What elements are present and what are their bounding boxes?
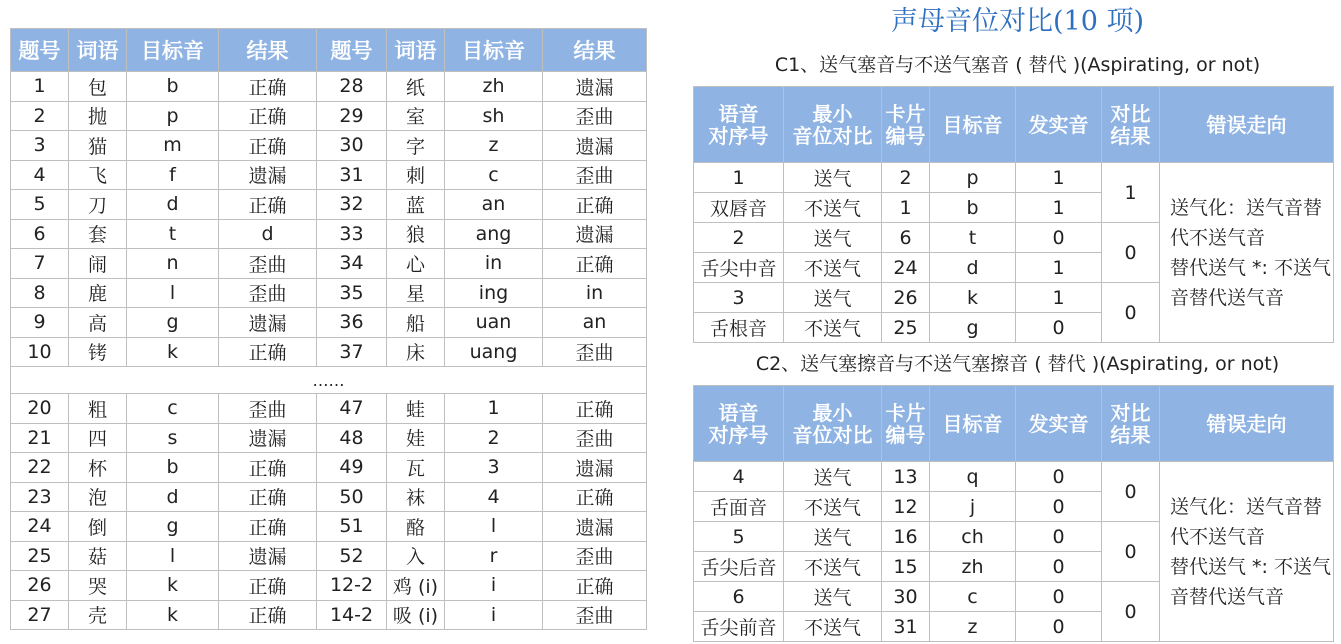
table-cell: 29 — [317, 101, 387, 131]
table-cell: 15 — [882, 552, 930, 582]
table-cell: 歪曲 — [219, 278, 317, 308]
col-header: 语音 对序号 — [694, 386, 784, 462]
table-cell: 8 — [11, 278, 69, 308]
c2-title: C2、送气塞擦音与不送气塞擦音 ( 替代 )(Aspirating, or not) — [755, 353, 1280, 375]
table-cell: in — [445, 249, 543, 279]
col-header: 结果 — [219, 29, 317, 72]
table-cell: 2 — [11, 101, 69, 131]
table-cell: 正确 — [543, 482, 647, 512]
left-results-table — [10, 28, 647, 630]
table-cell: 高 — [69, 308, 127, 338]
error-direction-note: 送气化：送气音替代不送气音 替代送气 *: 不送气音替代送气音 — [1160, 462, 1334, 642]
table-cell: 送气 — [784, 283, 882, 313]
table-cell: 套 — [69, 219, 127, 249]
table-cell: uan — [445, 308, 543, 338]
c1-header-row — [694, 87, 1334, 163]
table-cell: 47 — [317, 394, 387, 424]
table-cell: 舌尖中音 — [694, 253, 784, 283]
table-cell: k — [127, 571, 219, 601]
table-cell: 正确 — [219, 571, 317, 601]
table-cell: 0 — [1016, 612, 1102, 642]
table-cell: 9 — [11, 308, 69, 338]
table-cell: 歪曲 — [543, 160, 647, 190]
table-row — [11, 190, 647, 220]
table-cell: 20 — [11, 394, 69, 424]
table-cell: 送气 — [784, 522, 882, 552]
col-header: 发实音 — [1016, 87, 1102, 163]
table-cell: 刀 — [69, 190, 127, 220]
col-header: 目标音 — [930, 87, 1016, 163]
table-cell: 正确 — [219, 512, 317, 542]
table-cell: 22 — [11, 453, 69, 483]
table-cell: 37 — [317, 337, 387, 367]
table-cell: 抛 — [69, 101, 127, 131]
table-cell: 正确 — [543, 571, 647, 601]
table-cell: 双唇音 — [694, 193, 784, 223]
table-cell: 10 — [11, 337, 69, 367]
table-cell: an — [543, 308, 647, 338]
table-cell: 4 — [11, 160, 69, 190]
table-cell: 不送气 — [784, 193, 882, 223]
table-row — [11, 72, 647, 102]
col-header: 题号 — [317, 29, 387, 72]
table-cell: uang — [445, 337, 543, 367]
table-cell: 鹿 — [69, 278, 127, 308]
col-header: 卡片 编号 — [882, 386, 930, 462]
table-row — [11, 394, 647, 424]
table-cell: 2 — [445, 423, 543, 453]
col-header: 错误走向 — [1160, 386, 1334, 462]
c1-table — [693, 86, 1334, 343]
table-cell: 狼 — [387, 219, 445, 249]
table-cell: 正确 — [219, 131, 317, 161]
contrast-result: 1 — [1102, 163, 1160, 223]
table-cell: c — [930, 582, 1016, 612]
table-cell: 0 — [1016, 223, 1102, 253]
table-cell: 5 — [11, 190, 69, 220]
table-cell: 31 — [882, 612, 930, 642]
error-direction-note: 送气化：送气音替代不送气音 替代送气 *: 不送气音替代送气音 — [1160, 163, 1334, 343]
table-cell: 正确 — [543, 394, 647, 424]
col-header: 最小 音位对比 — [784, 87, 882, 163]
table-cell: 歪曲 — [219, 394, 317, 424]
table-cell: 歪曲 — [543, 541, 647, 571]
table-cell: 0 — [1016, 462, 1102, 492]
table-cell: ch — [930, 522, 1016, 552]
table-cell: 不送气 — [784, 552, 882, 582]
table-cell: 25 — [882, 313, 930, 343]
col-header: 发实音 — [1016, 386, 1102, 462]
ellipsis: …… — [11, 367, 647, 394]
table-cell: 31 — [317, 160, 387, 190]
table-cell: sh — [445, 101, 543, 131]
table-row — [11, 160, 647, 190]
table-cell: p — [127, 101, 219, 131]
table-cell: 4 — [694, 462, 784, 492]
table-cell: 1 — [1016, 283, 1102, 313]
table-cell: 32 — [317, 190, 387, 220]
table-cell: 1 — [1016, 193, 1102, 223]
table-cell: c — [127, 394, 219, 424]
table-cell: 包 — [69, 72, 127, 102]
c1-title: C1、送气塞音与不送气塞音 ( 替代 )(Aspirating, or not) — [774, 54, 1261, 76]
table-cell: 船 — [387, 308, 445, 338]
table-cell: 不送气 — [784, 313, 882, 343]
table-cell: 0 — [1016, 522, 1102, 552]
table-cell: 不送气 — [784, 492, 882, 522]
table-cell: 13 — [882, 462, 930, 492]
table-cell: 28 — [317, 72, 387, 102]
table-cell: 25 — [11, 541, 69, 571]
table-cell: 正确 — [219, 600, 317, 630]
table-row — [11, 219, 647, 249]
table-row — [11, 249, 647, 279]
table-cell: 12 — [882, 492, 930, 522]
table-row — [11, 101, 647, 131]
table-cell: 送气 — [784, 582, 882, 612]
table-cell: 1 — [445, 394, 543, 424]
table-cell: 飞 — [69, 160, 127, 190]
table-cell: t — [930, 223, 1016, 253]
table-cell: an — [445, 190, 543, 220]
table-cell: 12-2 — [317, 571, 387, 601]
contrast-result: 0 — [1102, 283, 1160, 343]
table-cell: 娃 — [387, 423, 445, 453]
table-cell: 4 — [445, 482, 543, 512]
table-cell: 3 — [694, 283, 784, 313]
left-header-row — [11, 29, 647, 72]
table-cell: 7 — [11, 249, 69, 279]
table-cell: b — [127, 453, 219, 483]
table-cell: 瓦 — [387, 453, 445, 483]
table-cell: i — [445, 600, 543, 630]
col-header: 词语 — [387, 29, 445, 72]
table-cell: 36 — [317, 308, 387, 338]
table-cell: 6 — [694, 582, 784, 612]
table-cell: 粗 — [69, 394, 127, 424]
table-row — [11, 541, 647, 571]
table-cell: 49 — [317, 453, 387, 483]
table-cell: 30 — [317, 131, 387, 161]
col-header: 目标音 — [127, 29, 219, 72]
table-cell: d — [219, 219, 317, 249]
table-cell: k — [127, 600, 219, 630]
table-cell: k — [127, 337, 219, 367]
ellipsis-row — [11, 367, 647, 394]
col-header: 词语 — [69, 29, 127, 72]
table-cell: f — [127, 160, 219, 190]
contrast-result: 0 — [1102, 223, 1160, 283]
col-header: 对比 结果 — [1102, 87, 1160, 163]
table-cell: 送气 — [784, 163, 882, 193]
table-cell: 歪曲 — [543, 101, 647, 131]
c2-table — [693, 385, 1334, 642]
table-cell: g — [127, 308, 219, 338]
table-cell: 送气 — [784, 223, 882, 253]
table-cell: r — [445, 541, 543, 571]
table-cell: 33 — [317, 219, 387, 249]
table-cell: 0 — [1016, 552, 1102, 582]
table-cell: 歪曲 — [219, 249, 317, 279]
table-cell: 1 — [882, 193, 930, 223]
table-cell: 26 — [882, 283, 930, 313]
table-cell: 2 — [882, 163, 930, 193]
table-cell: 正确 — [543, 249, 647, 279]
col-header: 最小 音位对比 — [784, 386, 882, 462]
table-cell: 哭 — [69, 571, 127, 601]
table-cell: k — [930, 283, 1016, 313]
table-cell: 1 — [11, 72, 69, 102]
table-cell: 舌尖前音 — [694, 612, 784, 642]
table-cell: zh — [445, 72, 543, 102]
table-cell: 纸 — [387, 72, 445, 102]
table-cell: 鸡 (i) — [387, 571, 445, 601]
table-cell: 正确 — [219, 101, 317, 131]
table-cell: 2 — [694, 223, 784, 253]
table-cell: 正确 — [543, 190, 647, 220]
table-cell: 24 — [11, 512, 69, 542]
table-cell: 壳 — [69, 600, 127, 630]
table-cell: 不送气 — [784, 253, 882, 283]
table-cell: d — [127, 482, 219, 512]
table-cell: 6 — [11, 219, 69, 249]
table-cell: d — [127, 190, 219, 220]
col-header: 结果 — [543, 29, 647, 72]
table-cell: i — [445, 571, 543, 601]
table-cell: 5 — [694, 522, 784, 552]
table-cell: t — [127, 219, 219, 249]
col-header: 错误走向 — [1160, 87, 1334, 163]
table-cell: 遗漏 — [543, 512, 647, 542]
table-cell: b — [127, 72, 219, 102]
table-cell: 26 — [11, 571, 69, 601]
table-cell: 16 — [882, 522, 930, 552]
table-cell: 51 — [317, 512, 387, 542]
table-cell: 3 — [11, 131, 69, 161]
table-cell: 48 — [317, 423, 387, 453]
table-cell: p — [930, 163, 1016, 193]
table-cell: z — [445, 131, 543, 161]
table-row — [694, 462, 1334, 492]
table-row — [11, 512, 647, 542]
table-cell: 杯 — [69, 453, 127, 483]
page-title: 声母音位对比(10 项) — [890, 6, 1144, 37]
table-cell: 23 — [11, 482, 69, 512]
table-cell: 床 — [387, 337, 445, 367]
table-row — [11, 278, 647, 308]
table-cell: m — [127, 131, 219, 161]
table-cell: 遗漏 — [543, 453, 647, 483]
table-cell: ang — [445, 219, 543, 249]
table-cell: 50 — [317, 482, 387, 512]
table-cell: 遗漏 — [219, 541, 317, 571]
col-header: 语音 对序号 — [694, 87, 784, 163]
table-row — [11, 571, 647, 601]
contrast-result: 0 — [1102, 462, 1160, 522]
table-cell: c — [445, 160, 543, 190]
table-cell: l — [445, 512, 543, 542]
table-cell: 1 — [694, 163, 784, 193]
table-cell: 歪曲 — [543, 600, 647, 630]
table-cell: 心 — [387, 249, 445, 279]
table-cell: 0 — [1016, 313, 1102, 343]
table-row — [11, 131, 647, 161]
table-cell: 入 — [387, 541, 445, 571]
table-cell: 闹 — [69, 249, 127, 279]
table-cell: 字 — [387, 131, 445, 161]
table-cell: 正确 — [219, 337, 317, 367]
table-row — [11, 337, 647, 367]
table-cell: 蛙 — [387, 394, 445, 424]
col-header: 题号 — [11, 29, 69, 72]
c2-header-row — [694, 386, 1334, 462]
table-cell: z — [930, 612, 1016, 642]
table-cell: 遗漏 — [219, 423, 317, 453]
table-cell: 蓝 — [387, 190, 445, 220]
table-cell: 不送气 — [784, 612, 882, 642]
table-cell: d — [930, 253, 1016, 283]
table-row — [11, 308, 647, 338]
table-cell: g — [930, 313, 1016, 343]
table-cell: 52 — [317, 541, 387, 571]
col-header: 卡片 编号 — [882, 87, 930, 163]
table-cell: 刺 — [387, 160, 445, 190]
table-cell: 四 — [69, 423, 127, 453]
table-cell: 1 — [1016, 253, 1102, 283]
table-cell: 遗漏 — [543, 219, 647, 249]
table-cell: 14-2 — [317, 600, 387, 630]
table-cell: ing — [445, 278, 543, 308]
table-cell: 袜 — [387, 482, 445, 512]
table-cell: g — [127, 512, 219, 542]
table-cell: 24 — [882, 253, 930, 283]
table-cell: zh — [930, 552, 1016, 582]
table-cell: 正确 — [219, 190, 317, 220]
table-cell: 1 — [1016, 163, 1102, 193]
table-cell: 泡 — [69, 482, 127, 512]
table-cell: l — [127, 541, 219, 571]
table-cell: s — [127, 423, 219, 453]
table-cell: 27 — [11, 600, 69, 630]
table-cell: 铐 — [69, 337, 127, 367]
table-cell: 舌尖后音 — [694, 552, 784, 582]
contrast-result: 0 — [1102, 522, 1160, 582]
table-row — [11, 482, 647, 512]
table-cell: 舌面音 — [694, 492, 784, 522]
table-cell: 21 — [11, 423, 69, 453]
col-header: 目标音 — [930, 386, 1016, 462]
col-header: 对比 结果 — [1102, 386, 1160, 462]
table-cell: 6 — [882, 223, 930, 253]
table-cell: b — [930, 193, 1016, 223]
col-header: 目标音 — [445, 29, 543, 72]
table-cell: 送气 — [784, 462, 882, 492]
table-cell: 室 — [387, 101, 445, 131]
table-cell: 遗漏 — [543, 72, 647, 102]
table-cell: n — [127, 249, 219, 279]
table-cell: 正确 — [219, 72, 317, 102]
table-cell: 0 — [1016, 492, 1102, 522]
table-cell: 酪 — [387, 512, 445, 542]
table-row — [11, 453, 647, 483]
table-row — [694, 163, 1334, 193]
table-cell: 正确 — [219, 482, 317, 512]
table-cell: 吸 (i) — [387, 600, 445, 630]
table-cell: 遗漏 — [219, 160, 317, 190]
contrast-result: 0 — [1102, 582, 1160, 642]
table-cell: 30 — [882, 582, 930, 612]
table-cell: 舌根音 — [694, 313, 784, 343]
table-cell: 遗漏 — [219, 308, 317, 338]
table-cell: 遗漏 — [543, 131, 647, 161]
table-cell: 正确 — [219, 453, 317, 483]
table-cell: 星 — [387, 278, 445, 308]
table-cell: 猫 — [69, 131, 127, 161]
table-row — [11, 423, 647, 453]
table-cell: 35 — [317, 278, 387, 308]
table-cell: in — [543, 278, 647, 308]
table-cell: 3 — [445, 453, 543, 483]
table-cell: 菇 — [69, 541, 127, 571]
table-cell: l — [127, 278, 219, 308]
table-cell: 歪曲 — [543, 337, 647, 367]
table-cell: 倒 — [69, 512, 127, 542]
table-cell: q — [930, 462, 1016, 492]
table-cell: 0 — [1016, 582, 1102, 612]
table-cell: 34 — [317, 249, 387, 279]
table-row — [11, 600, 647, 630]
table-cell: 歪曲 — [543, 423, 647, 453]
table-cell: j — [930, 492, 1016, 522]
